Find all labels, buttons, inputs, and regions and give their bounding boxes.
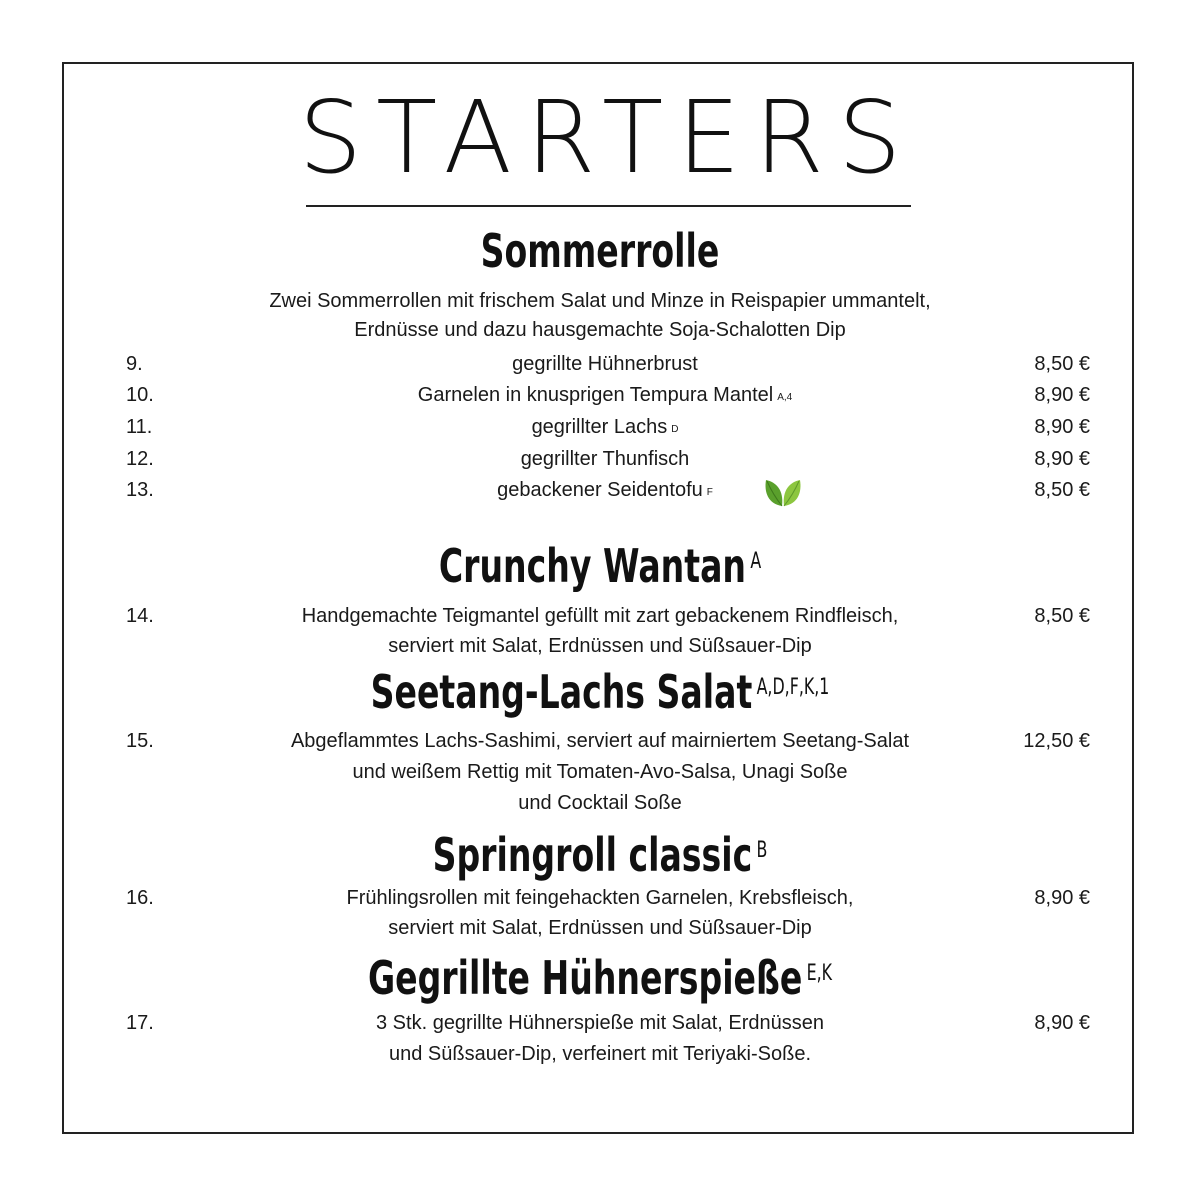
section-description: und weißem Rettig mit Tomaten-Avo-Salsa, Unagi Soße <box>352 761 848 783</box>
item-number: 10. <box>126 384 154 406</box>
item-name: gegrillter Thunfisch <box>520 448 690 470</box>
section-heading-sommerrolle: Sommerrolle <box>480 224 720 278</box>
allergen-codes: D <box>671 424 679 435</box>
allergen-codes: A,D,F,K,1 <box>756 675 830 700</box>
item-name: gegrillte Hühnerbrust <box>512 353 698 375</box>
vegan-leaf-icon <box>762 474 804 508</box>
item-price: 8,50 € <box>1034 353 1090 375</box>
item-number: 17. <box>126 1012 154 1034</box>
section-heading-gegrillte-huehnerspiesse: Gegrillte Hühnerspieße $^{E,K}$ <box>367 951 833 1005</box>
item-price: 8,90 € <box>1034 384 1090 406</box>
allergen-codes: E,K <box>806 961 833 986</box>
allergen-codes: F <box>706 487 713 498</box>
item-number: 14. <box>126 605 154 627</box>
section-description: serviert mit Salat, Erdnüssen und Süßsauer-Dip <box>388 917 812 939</box>
item-name: Garnelen in knusprigen Tempura Mantel $^{A,4}$ <box>417 384 793 406</box>
item-number: 16. <box>126 887 154 909</box>
allergen-codes: A <box>750 549 762 574</box>
item-number: 11. <box>126 416 153 438</box>
section-description: und Süßsauer-Dip, verfeinert mit Teriyaki-Soße. <box>388 1043 811 1065</box>
section-description: Erdnüsse und dazu hausgemachte Soja-Schalotten Dip <box>354 319 846 341</box>
section-heading-seetang-lachs-salat: Seetang-Lachs Salat $^{A,D,F,K,1}$ <box>370 665 830 719</box>
section-heading-crunchy-wantan: Crunchy Wantan $^A$ <box>438 539 762 593</box>
section-description: Handgemachte Teigmantel gefüllt mit zart gebackenem Rindfleisch, <box>301 605 899 627</box>
section-description: Zwei Sommerrollen mit frischem Salat und Minze in Reispapier ummantelt, <box>269 290 931 312</box>
item-name: gegrillter Lachs $^D$ <box>531 416 679 438</box>
section-description: 3 Stk. gegrillte Hühnerspieße mit Salat, Erdnüssen <box>376 1012 824 1034</box>
item-number: 15. <box>126 730 154 752</box>
allergen-codes: A,4 <box>777 392 793 403</box>
item-price: 8,90 € <box>1034 416 1090 438</box>
allergen-codes: B <box>756 838 768 863</box>
item-number: 9. <box>126 353 143 375</box>
item-number: 12. <box>126 448 154 470</box>
section-heading-springroll-classic: Springroll classic $^B$ <box>432 828 768 882</box>
section-description: und Cocktail Soße <box>518 792 682 814</box>
item-price: 8,90 € <box>1034 1012 1090 1034</box>
title-divider <box>306 205 911 207</box>
item-price: 12,50 € <box>1023 730 1090 752</box>
item-price: 8,90 € <box>1034 448 1090 470</box>
page-title: STARTERS <box>298 79 916 196</box>
section-description: Abgeflammtes Lachs-Sashimi, serviert auf mairniertem Seetang-Salat <box>290 730 910 752</box>
section-description: Frühlingsrollen mit feingehackten Garnelen, Krebsfleisch, <box>346 887 854 909</box>
item-name: gebackener Seidentofu $^F$ <box>497 479 713 501</box>
item-price: 8,50 € <box>1034 479 1090 501</box>
section-description: serviert mit Salat, Erdnüssen und Süßsauer-Dip <box>388 635 812 657</box>
item-number: 13. <box>126 479 154 501</box>
item-price: 8,90 € <box>1034 887 1090 909</box>
item-price: 8,50 € <box>1034 605 1090 627</box>
